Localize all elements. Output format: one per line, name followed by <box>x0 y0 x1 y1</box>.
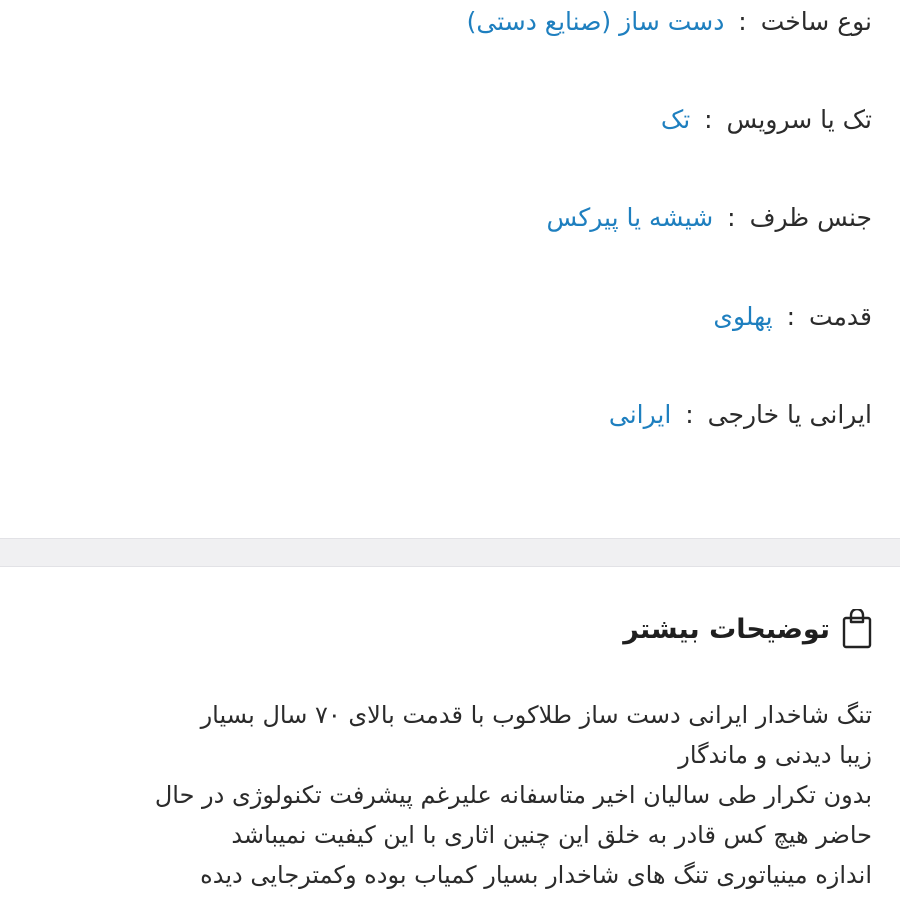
more-description-header <box>623 607 872 651</box>
description-line: حاضر هیچ کس قادر به خلق این چنین اثاری با این کیفیت نمیباشد <box>231 821 872 849</box>
attribute-row-material <box>28 196 872 240</box>
attribute-value-link[interactable]: تک <box>660 105 691 134</box>
section-title: توضیحات بیشتر <box>623 613 830 645</box>
attribute-row-age <box>28 295 872 339</box>
attribute-separator: : <box>738 7 747 36</box>
description-text <box>22 695 872 895</box>
attribute-row-single-or-set <box>28 98 872 142</box>
attribute-separator: : <box>786 302 796 331</box>
attribute-value-link[interactable]: پهلوی <box>713 302 773 331</box>
more-description-section <box>0 567 900 900</box>
description-line: تنگ شاخدار ایرانی دست ساز طلاکوب با قدمت بالای ۷۰ سال بسیار <box>200 701 872 729</box>
attribute-label: جنس ظرف <box>749 203 872 232</box>
attribute-separator: : <box>704 105 713 134</box>
description-line: اندازه مینیاتوری تنگ های شاخدار بسیار کمیاب بوده وکمترجایی دیده <box>200 861 872 889</box>
section-divider <box>0 538 900 567</box>
description-line: بدون تکرار طی سالیان اخیر متاسفانه علیرغم پیشرفت تکنولوژی در حال <box>154 781 872 809</box>
clipboard-icon <box>842 609 872 649</box>
attribute-separator: : <box>685 400 694 429</box>
attribute-label: تک یا سرویس <box>726 105 872 134</box>
attribute-label: نوع ساخت <box>760 7 872 36</box>
attribute-value-link[interactable]: ایرانی <box>608 400 672 429</box>
attribute-value-link[interactable]: شیشه یا پیرکس <box>546 203 714 232</box>
attribute-label: قدمت <box>808 302 872 331</box>
description-line: زیبا دیدنی و ماندگار <box>678 741 872 769</box>
attribute-row-origin <box>28 393 872 437</box>
attribute-value-link[interactable]: دست ساز (صنایع دستی) <box>466 7 725 36</box>
attribute-separator: : <box>727 203 736 232</box>
attribute-label: ایرانی یا خارجی <box>707 400 872 429</box>
attribute-row-build-type <box>28 0 872 44</box>
